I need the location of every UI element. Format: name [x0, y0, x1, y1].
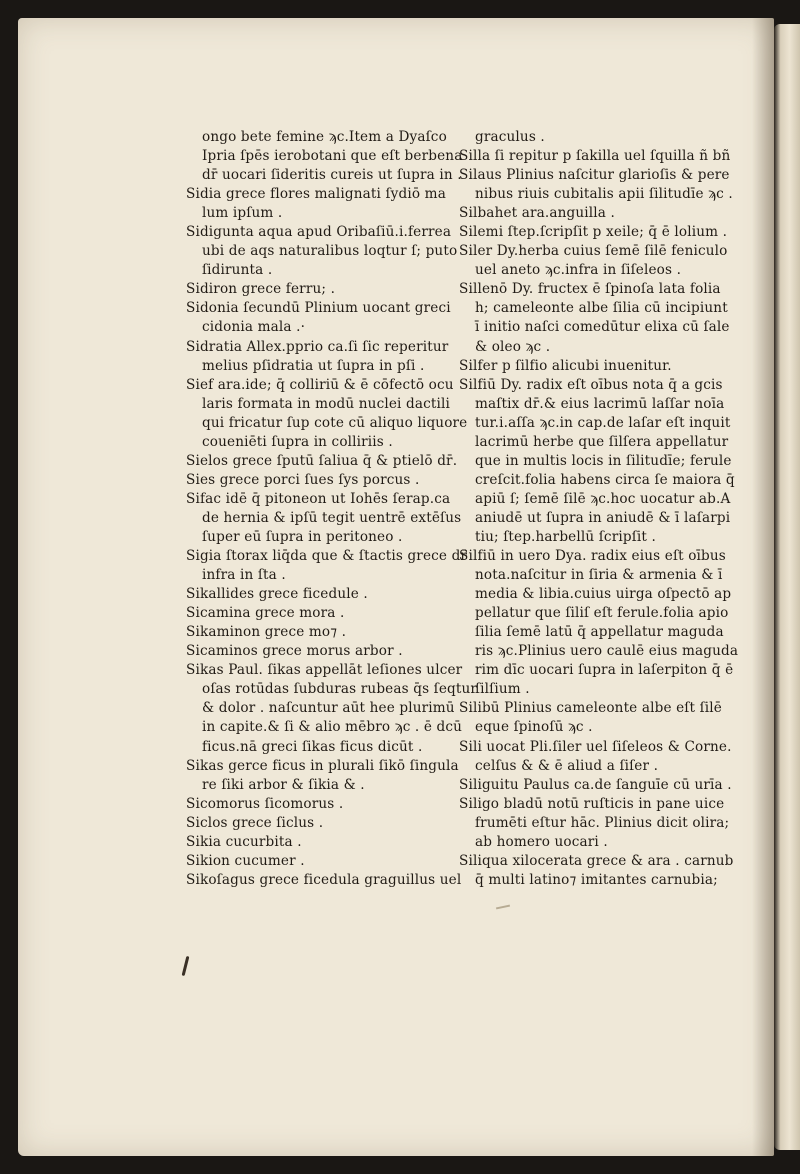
text-line: & oleo ϡc .	[475, 338, 551, 355]
text-line: Siligo bladū notū ruſticis in pane uice	[459, 795, 725, 812]
text-line: Sikaminon grece mo⁊ .	[186, 624, 347, 641]
text-line: Sikoſagus grece ficedula graguillus uel	[186, 871, 462, 888]
text-line: q̄ multi latino⁊ imitantes carnubia;	[475, 871, 718, 888]
text-line: frumēti eſtur hāc. Plinius dicit olira;	[475, 814, 730, 831]
right-text-column	[459, 128, 739, 890]
text-line: Sikia cucurbita .	[186, 833, 302, 850]
text-line: Sidia grece flores malignati ſydiō ma	[186, 186, 446, 203]
text-line: Sidiron grece ferru; .	[186, 281, 336, 298]
text-line: ſilſium .	[475, 681, 530, 698]
text-line: Sikallides grece ficedule .	[186, 586, 368, 603]
text-line: cidonia mala .·	[202, 319, 306, 336]
text-line: Siler Dy.herba cuius ſemē ſilē feniculo	[459, 243, 728, 260]
facing-page-edge	[774, 24, 800, 1150]
text-line: Silfer p ſilfio alicubi inuenitur.	[459, 357, 672, 374]
text-line: Sili uocat Pli.ſiler uel ſiſeleos & Corne.	[459, 738, 732, 755]
text-line: graculus .	[475, 129, 545, 145]
text-line: ab homero uocari .	[475, 833, 608, 850]
text-line: laris formata in modū nuclei dactili	[202, 395, 450, 412]
text-line: de hernia & ipſū tegit uentrē extēſus	[202, 509, 462, 526]
text-line: infra in ſta .	[202, 567, 286, 584]
text-line: lum ipſum .	[202, 205, 283, 222]
text-line: Silla ſi repitur p ſakilla uel ſquilla ñ bñ	[459, 148, 731, 165]
text-line: ris ϡc.Plinius uero caulē eius maguda	[475, 643, 739, 660]
text-line: Sigia ſtorax liq̄da que & ſtactis grece dr̄	[186, 548, 468, 565]
text-line: Sief ara.ide; q̄ colliriū & ē cōfectō ocu	[186, 376, 454, 393]
text-line: re ſiki arbor & ſikia & .	[202, 776, 365, 793]
text-line: coueniēti ſupra in colliriis .	[202, 433, 393, 450]
text-line: Silaus Plinius naſcitur glarioſis & pere	[459, 167, 730, 184]
text-line: tur.i.aſſa ϡc.in cap.de laſar eſt inquit	[475, 414, 731, 431]
text-line: Sikion cucumer .	[186, 852, 305, 869]
text-line: pellatur que ſiliſ eſt ferule.folia apio	[475, 605, 729, 622]
text-line: h; cameleonte albe ſilia cū incipiunt	[475, 300, 728, 317]
text-line: lacrimū herbe que ſilſera appellatur	[475, 433, 729, 450]
text-line: in capite.& ſi & alio mēbro ϡc . ē dcū	[202, 719, 463, 736]
text-line: ſidirunta .	[202, 262, 273, 279]
text-line: Silfiū Dy. radix eſt oībus nota q̄ a gcis	[459, 376, 723, 393]
text-line: Sidigunta aqua apud Oribaſiū.i.ferrea	[186, 224, 452, 241]
text-line: ongo bete femine ϡc.Item a Dyaſco	[202, 129, 447, 145]
text-line: celſus & & ē aliud a ſiſer .	[475, 757, 659, 774]
text-line: ubi de aqs naturalibus loqtur ſ; puto	[202, 243, 458, 260]
text-line: Sikas Paul. ſikas appellāt leſiones ulcer	[186, 662, 463, 679]
text-line: Silemi ſtep.ſcripſit p xeile; q̄ ē lolium .	[459, 224, 728, 241]
text-line: Sicomorus ſicomorus .	[186, 795, 344, 812]
text-line: Sicaminos grece morus arbor .	[186, 643, 403, 660]
text-line: Siliqua xilocerata grece & ara . carnub	[459, 852, 734, 869]
text-line: dr̄ uocari ſideritis cureis ut ſupra in .	[202, 167, 462, 184]
text-line: nota.naſcitur in ſiria & armenia & ī	[475, 567, 723, 584]
text-line: Sikas gerce ficus in plurali ſikō ſingula	[186, 757, 459, 774]
text-line: Sillenō Dy. fructex ē ſpinoſa lata folia	[459, 281, 721, 298]
text-line: Sies grece porci ſues ſys porcus .	[186, 471, 420, 488]
text-line: Sielos grece ſputū ſaliua q̄ & ptielō dr̄.	[186, 452, 458, 469]
text-line: Sicamina grece mora .	[186, 605, 345, 622]
text-line: Sidratia Allex.pprio ca.ſi ſic reperitur	[186, 338, 449, 355]
text-line: Silbahet ara.anguilla .	[459, 205, 615, 222]
text-line: melius pſidratia ut ſupra in pſi .	[202, 357, 425, 374]
text-line: maſtix dr̄.& eius lacrimū laſſar noīa	[475, 395, 725, 412]
text-line: Siclos grece ſiclus .	[186, 814, 324, 831]
text-line: & dolor . naſcuntur aūt hee plurimū	[202, 700, 455, 717]
text-line: qui fricatur ſup cote cū aliquo liquore	[202, 414, 468, 431]
text-line: ſilia ſemē latū q̄ appellatur maguda	[475, 624, 724, 641]
text-line: tiu; ſtep.harbellū ſcripſit .	[475, 528, 656, 545]
text-line: oſas rotūdas ſubduras rubeas q̄s ſeqtur	[202, 681, 478, 698]
text-line: rim dīc uocari ſupra in laſerpiton q̄ ē	[475, 662, 734, 679]
text-line: Silibū Plinius cameleonte albe eſt ſilē	[459, 700, 722, 717]
text-line: que in multis locis in ſilitudīe; ferule	[475, 452, 732, 469]
text-line: media & libia.cuius uirga oſpectō ap	[475, 586, 732, 603]
left-text-column	[186, 128, 478, 890]
text-line: eque ſpinoſū ϡc .	[475, 719, 593, 736]
text-line: Sifac idē q̄ pitoneon ut Iohēs ſerap.ca	[186, 490, 451, 507]
text-line: Ipria ſpēs ierobotani que eſt berbena	[202, 148, 463, 165]
text-line: Silfiū in uero Dya. radix eius eſt oībus	[459, 548, 726, 565]
text-line: Sidonia ſecundū Plinium uocant greci	[186, 300, 451, 317]
text-line: aniudē ut ſupra in aniudē & ī laſarpi	[475, 509, 731, 526]
text-line: ī initio naſci comedūtur elixa cū ſale	[475, 319, 730, 336]
text-line: creſcit.folia habens circa ſe maiora q̄	[475, 471, 735, 488]
gutter-shadow	[752, 18, 774, 1156]
text-line: ficus.nā greci ſikas ficus dicūt .	[202, 738, 423, 755]
text-line: ſuper eū ſupra in peritoneo .	[202, 528, 403, 545]
text-line: apiū ſ; ſemē ſilē ϡc.hoc uocatur ab.A	[475, 490, 731, 507]
text-line: Siliguitu Paulus ca.de ſanguīe cū urīa .	[459, 776, 732, 793]
text-line: nibus riuis cubitalis apii ſilitudīe ϡc .	[475, 186, 733, 203]
text-line: uel aneto ϡc.infra in ſiſeleos .	[475, 262, 682, 279]
